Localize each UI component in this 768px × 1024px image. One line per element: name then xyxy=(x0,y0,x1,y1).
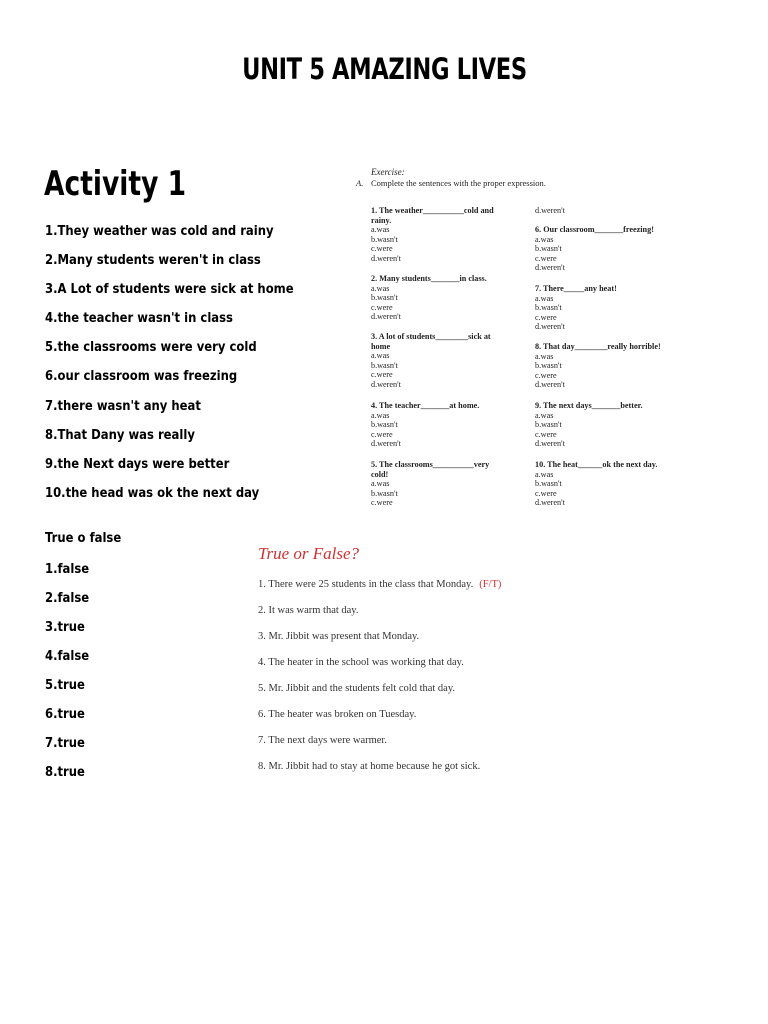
question-text: 3. A lot of students________sick at home xyxy=(371,332,491,351)
true-false-title: True or False? xyxy=(258,544,360,563)
exercise-marker: A. xyxy=(356,178,364,188)
option: a.was xyxy=(535,469,554,479)
question-text: 6. Our classroom_______freezing! xyxy=(535,225,654,234)
option: c.were xyxy=(371,244,393,254)
option: a.was xyxy=(371,410,390,420)
option: b.wasn't xyxy=(371,360,398,370)
question-text: 7. There_____any heat! xyxy=(535,284,617,293)
option: b.wasn't xyxy=(535,420,562,430)
exercise-instruction: Complete the sentences with the proper expression. xyxy=(371,178,546,188)
activity-answer: 7.there wasn't any heat xyxy=(45,397,201,414)
tf-statement: 5. Mr. Jibbit and the students felt cold that day. xyxy=(258,683,456,694)
true-false-answer: 3.true xyxy=(45,619,85,635)
option: d.weren't xyxy=(535,498,565,508)
option: d.weren't xyxy=(535,380,565,390)
activity-heading: Activity 1 xyxy=(44,164,187,204)
exercise-question-10 xyxy=(535,460,685,508)
option: d.weren't xyxy=(535,263,565,273)
exercise-question-8 xyxy=(535,342,685,390)
true-false-answer: 7.true xyxy=(45,735,85,751)
tf-statement: 8. Mr. Jibbit had to stay at home because he got sick. xyxy=(258,761,481,772)
option: a.was xyxy=(371,225,390,234)
tf-statement: 6. The heater was broken on Tuesday. xyxy=(258,709,417,720)
true-false-heading: True o false xyxy=(45,530,122,546)
question-text: 5. The classrooms__________very cold! xyxy=(371,460,490,479)
activity-answer: 3.A Lot of students were sick at home xyxy=(45,281,294,298)
tf-statement: 3. Mr. Jibbit was present that Monday. xyxy=(258,631,420,642)
option: a.was xyxy=(371,479,390,488)
option: b.wasn't xyxy=(371,488,398,498)
option: a.was xyxy=(535,351,554,361)
option: c.were xyxy=(535,429,557,439)
option: a.was xyxy=(535,293,554,303)
activity-answer: 10.the head was ok the next day xyxy=(45,484,260,501)
option: b.wasn't xyxy=(535,303,562,313)
tf-mark: (F/T) xyxy=(479,579,502,590)
option: a.was xyxy=(535,410,554,420)
option: b.wasn't xyxy=(371,234,398,244)
true-false-answer: 5.true xyxy=(45,677,85,693)
question-text: 10. The heat______ok the next day. xyxy=(535,460,658,469)
exercise-question-1 xyxy=(371,206,521,263)
question-text: 8. That day________really horrible! xyxy=(535,342,661,351)
exercise-label: Exercise: xyxy=(371,167,405,177)
option: a.was xyxy=(371,351,390,360)
activity-answer: 9.the Next days were better xyxy=(45,455,230,472)
activity-answer: 4.the teacher wasn't in class xyxy=(45,310,233,327)
option: c.were xyxy=(371,429,393,439)
question-text: 1. The weather__________cold and rainy. xyxy=(371,206,494,225)
activity-answer: 8.That Dany was really xyxy=(45,426,195,443)
option: d.weren't xyxy=(371,379,401,389)
option: b.wasn't xyxy=(535,479,562,489)
activity-answer: 2.Many students weren't in class xyxy=(45,252,261,269)
option: c.were xyxy=(535,312,557,322)
option: c.were xyxy=(371,370,393,380)
option: a.was xyxy=(535,234,554,244)
question-text: 9. The next days_______better. xyxy=(535,401,643,410)
exercise-question-5 xyxy=(371,460,521,508)
tf-statement: 7. The next days were warmer. xyxy=(258,735,387,746)
true-false-answer: 2.false xyxy=(45,590,90,606)
exercise-question-4 xyxy=(371,401,521,449)
true-false-answer-list xyxy=(45,560,96,792)
tf-statement xyxy=(258,579,501,590)
exercise-question-9 xyxy=(535,401,685,449)
exercise-question-5-continued xyxy=(535,206,685,216)
exercise-question-6 xyxy=(535,225,685,273)
true-false-worksheet xyxy=(255,540,555,780)
activity-answer-list xyxy=(45,222,334,513)
exercise-question-2 xyxy=(371,274,521,322)
option: d.weren't xyxy=(535,439,565,449)
exercise-question-7 xyxy=(535,284,685,332)
activity-answer: 5.the classrooms were very cold xyxy=(45,339,257,356)
option: b.wasn't xyxy=(371,293,398,303)
activity-answer: 1.They weather was cold and rainy xyxy=(45,223,274,239)
option: b.wasn't xyxy=(371,420,398,430)
true-false-answer: 6.true xyxy=(45,706,85,722)
activity-answer: 6.our classroom was freezing xyxy=(45,368,238,385)
true-false-answer: 8.true xyxy=(45,764,85,780)
option: d.weren't xyxy=(371,253,401,263)
tf-statement-text: 1. There were 25 students in the class that Monday. xyxy=(258,579,474,590)
option: a.was xyxy=(371,283,390,293)
exercise-worksheet xyxy=(355,163,685,518)
tf-statement: 4. The heater in the school was working that day. xyxy=(258,657,464,668)
option: c.were xyxy=(535,253,557,263)
tf-statement: 2. It was warm that day. xyxy=(258,605,359,616)
exercise-question-3 xyxy=(371,332,521,389)
true-false-answer: 1.false xyxy=(45,561,90,577)
option: d.weren't xyxy=(535,322,565,332)
true-false-answer: 4.false xyxy=(45,648,90,664)
option: d.weren't xyxy=(371,439,401,449)
option: b.wasn't xyxy=(535,244,562,254)
option: c.were xyxy=(535,370,557,380)
option: c.were xyxy=(371,302,393,312)
question-text: 2. Many students_______in class. xyxy=(371,274,487,283)
option: b.wasn't xyxy=(535,361,562,371)
option: d.weren't xyxy=(535,206,565,215)
option: c.were xyxy=(371,498,393,508)
page-title: UNIT 5 AMAZING LIVES xyxy=(241,52,527,86)
option: d.weren't xyxy=(371,312,401,322)
option: c.were xyxy=(535,488,557,498)
question-text: 4. The teacher_______at home. xyxy=(371,401,480,410)
